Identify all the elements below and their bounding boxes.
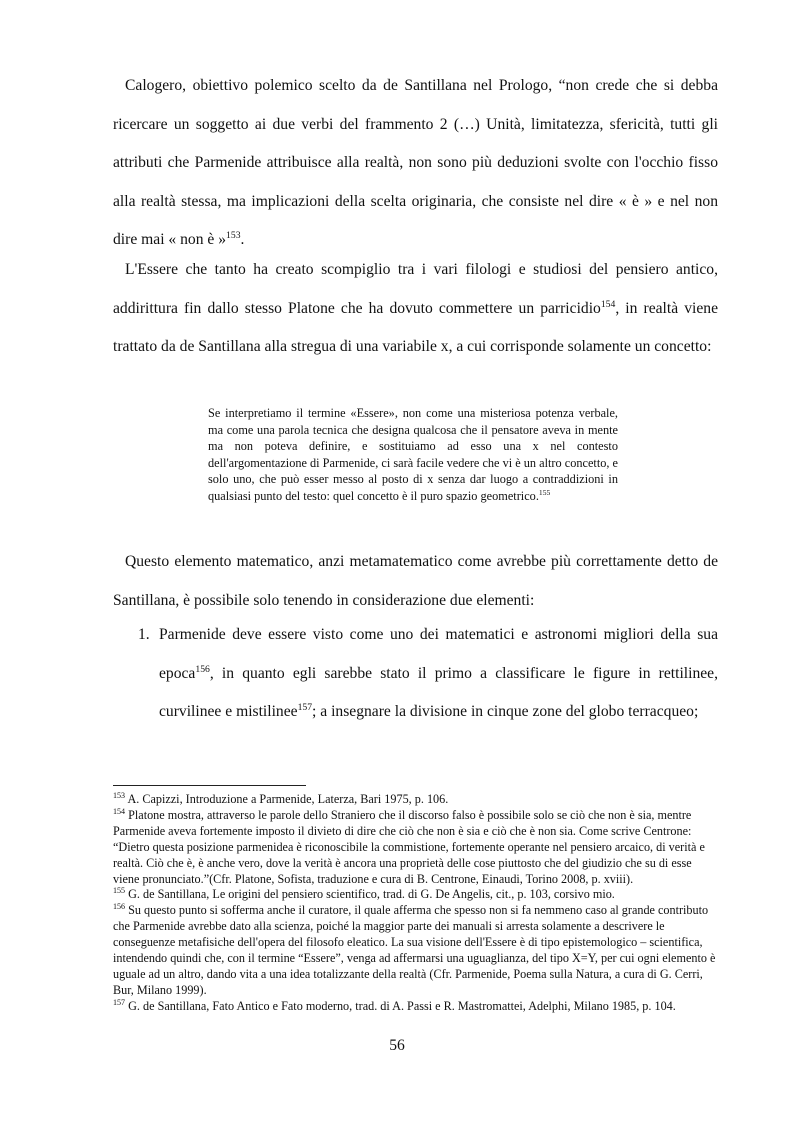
list-item: [113, 616, 718, 732]
footnote-number: 157: [113, 997, 126, 1007]
footnote-text: Platone mostra, attraverso le parole dello Straniero che il discorso falso è possibile solo se ciò che non è sia, mentre Parmenide aveva fortemente imposto il divieto di dire che ciò che non è sia e ciò che è non sia. Come scrive Centrone: “Dietro questa posizione parmenidea è riconoscibile la commistione, fortemente operante nel pensiero arcaico, di verità e realtà. Ciò che è, è anche vero, dove la verità è ancora una proprietà delle cose piuttosto che del giudizio che su di esse viene pronunciato.”(Cfr. Platone, Sofista, traduzione e cura di B. Centrone, Einaudi, Torino 2008, p. xviii).: [113, 807, 705, 886]
footnote: [113, 887, 719, 903]
footnote-ref-155[interactable]: 155: [538, 487, 551, 497]
footnote: [113, 792, 719, 808]
paragraph-tail: .: [240, 231, 245, 248]
footnote-ref-154[interactable]: 154: [600, 298, 616, 310]
list-item-text-c: ; a insegnare la divisione in cinque zone del globo terracqueo;: [312, 703, 699, 720]
footnote: [113, 808, 719, 888]
quote-text: Se interpretiamo il termine «Essere», non come una misteriosa potenza verbale, ma come una parola tecnica che designa qualcosa che il pensatore aveva in mente ma non poteva definire, e sostituiamo ad esso una x nel contesto dell'argomentazione di Parmenide, ci sarà facile vedere che vi è un altro concetto, e solo uno, che può esser messo al posto di x senza dar luogo a contraddizioni in qualsiasi punto del testo: quel concetto è il puro spazio geometrico.: [208, 406, 618, 503]
paragraph-text: Questo elemento matematico, anzi metamatematico come avrebbe più correttamente detto de Santillana, è possibile solo tenendo in considerazione due elementi:: [113, 553, 718, 609]
paragraph-essere: [113, 251, 718, 367]
footnotes: [113, 792, 719, 1015]
paragraph-text: Calogero, obiettivo polemico scelto da de Santillana nel Prologo, “non crede che si debba ricercare un soggetto ai due verbi del frammento 2 (…) Unità, limitatezza, sfericità, tutti gli attributi che Parmenide attribuisce alla realtà, non sono più deduzioni svolte con l'occhio fisso alla realtà stessa, ma implicazioni della scelta originaria, che consiste nel dire « è » e nel non dire mai « non è »: [113, 77, 718, 248]
footnote-ref-153[interactable]: 153: [226, 229, 241, 241]
list-item-text-a: Parmenide deve essere visto come uno dei matematici e astronomi migliori della sua epoca: [159, 626, 718, 682]
footnote: [113, 999, 719, 1015]
list-item-text-b: , in quanto egli sarebbe stato il primo a classificare le figure in rettilinee, curvilinee e mistilinee: [159, 664, 718, 720]
footnote-text: A. Capizzi, Introduzione a Parmenide, Laterza, Bari 1975, p. 106.: [125, 792, 449, 806]
footnote-number: 153: [113, 790, 126, 800]
paragraph-text-a: L'Essere che tanto ha creato scompiglio tra i vari filologi e studiosi del pensiero antico, addirittura fin dallo stesso Platone che ha dovuto commettere un parricidio: [113, 261, 718, 317]
page-number: 56: [389, 1037, 405, 1054]
paragraph-text-b: , in realtà viene trattato da de Santillana alla stregua di una variabile x, a cui corrisponde solamente un concetto:: [113, 299, 718, 355]
footnote-number: 156: [113, 902, 126, 912]
footnote-number: 154: [113, 806, 126, 816]
footnote-text: G. de Santillana, Fato Antico e Fato moderno, trad. di A. Passi e R. Mastromattei, Adelphi, Milano 1985, p. 104.: [125, 998, 676, 1013]
paragraph-metamatematico: [113, 543, 718, 620]
footnote-separator: [113, 785, 306, 786]
footnote-ref-156[interactable]: 156: [195, 663, 210, 675]
footnote-text: Su questo punto si sofferma anche il curatore, il quale afferma che spesso non si fa nemmeno caso al grande contributo che Parmenide avrebbe dato alla scienza, poiché la maggior parte dei manuali si arresta solamente a descrivere le conseguenze metafisiche dell'opera del filosofo eleatico. La sua visione dell'Essere è di tipo epistemologico – scientifica, intendendo quindi che, con il termine “Essere”, venga ad affermarsi una uguaglianza, del tipo X=Y, per cui ogni elemento è uguale ad un altro, dando vita a una idea totalizzante della realtà (Cfr. Parmenide, Poema sulla Natura, a cura di G. Cerri, Bur, Milano 1999).: [113, 903, 716, 997]
list-item-number: 1.: [138, 626, 150, 643]
footnote: [113, 903, 719, 998]
numbered-list: [113, 616, 718, 732]
block-quote: [208, 405, 618, 504]
footnote-ref-157[interactable]: 157: [297, 701, 313, 713]
footnote-text: G. de Santillana, Le origini del pensiero scientifico, trad. di G. De Angelis, cit., p. 103, corsivo mio.: [125, 887, 615, 902]
footnote-number: 155: [113, 886, 126, 896]
paragraph-calogero: [113, 67, 718, 260]
